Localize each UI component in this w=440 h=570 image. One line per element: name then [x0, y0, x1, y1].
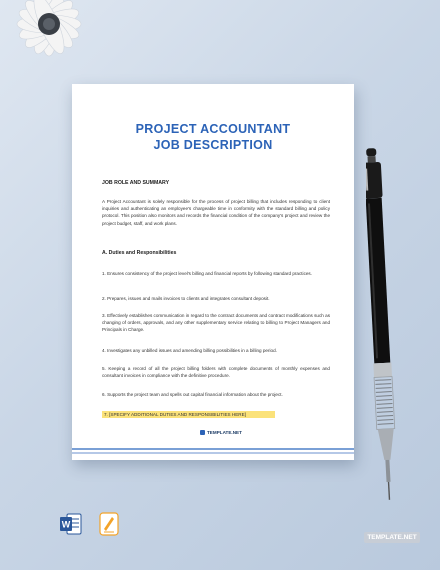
template-watermark-badge: TEMPLATE.NET: [364, 532, 420, 543]
footer-logo: [200, 430, 242, 435]
template-logo-icon: [200, 430, 205, 435]
flower-ornament-icon: [0, 0, 104, 62]
word-icon: [60, 512, 82, 536]
footer-logo-text: TEMPLATE.NET: [207, 430, 242, 435]
duty-item: 3. Effectively establishes communication in regard to the contract documents and contract modifications such as changing of orders, approvals, and any other supplementary service relating to billing to Project Managers and Principals in Charge.: [102, 313, 330, 333]
pages-icon: [98, 512, 120, 536]
duty-item: 5. Keeping a record of all the project billing folders with complete documents of monthly expenses and consultant invoices in compliance with the definitive procedure.: [102, 366, 330, 379]
duty-item: 1. Ensures consistency of the project level's billing and financial reports by following standard practices.: [102, 271, 313, 276]
svg-text:W: W: [61, 519, 71, 530]
duty-item: 6. Supports the project team and spells out capital financial information about the project.: [102, 392, 283, 397]
section-heading-duties: A. Duties and Responsibilities: [102, 250, 177, 256]
duty-item: 4. Investigates any unbilled issues and amending billing possibilities in a billing period.: [102, 348, 277, 353]
placeholder-duty-item: 7. [SPECIFY ADDITIONAL DUTIES AND RESPONSIBILITIES HERE]: [102, 411, 275, 418]
document-title-line2: JOB DESCRIPTION: [153, 138, 273, 152]
section-heading-role: JOB ROLE AND SUMMARY: [102, 180, 170, 186]
footer-divider: [72, 452, 354, 454]
document-title-line1: PROJECT ACCOUNTANT: [135, 122, 291, 136]
footer-divider: [72, 448, 354, 450]
summary-paragraph: A Project Accountant is solely responsible for the process of project billing that includes responding to client inquiries and authenticating an employee's chargeable time in conformity with the standard billing and policy protocol. This position also monitors and records the financial condition of the company's project and review the project budget, staff, and work plans.: [102, 199, 330, 226]
document-page: [72, 84, 354, 460]
app-icons: [60, 512, 120, 536]
duty-item: 2. Prepares, issues and mails invoices to clients and integrates consultant deposit.: [102, 296, 270, 301]
pen-icon: [366, 148, 398, 528]
